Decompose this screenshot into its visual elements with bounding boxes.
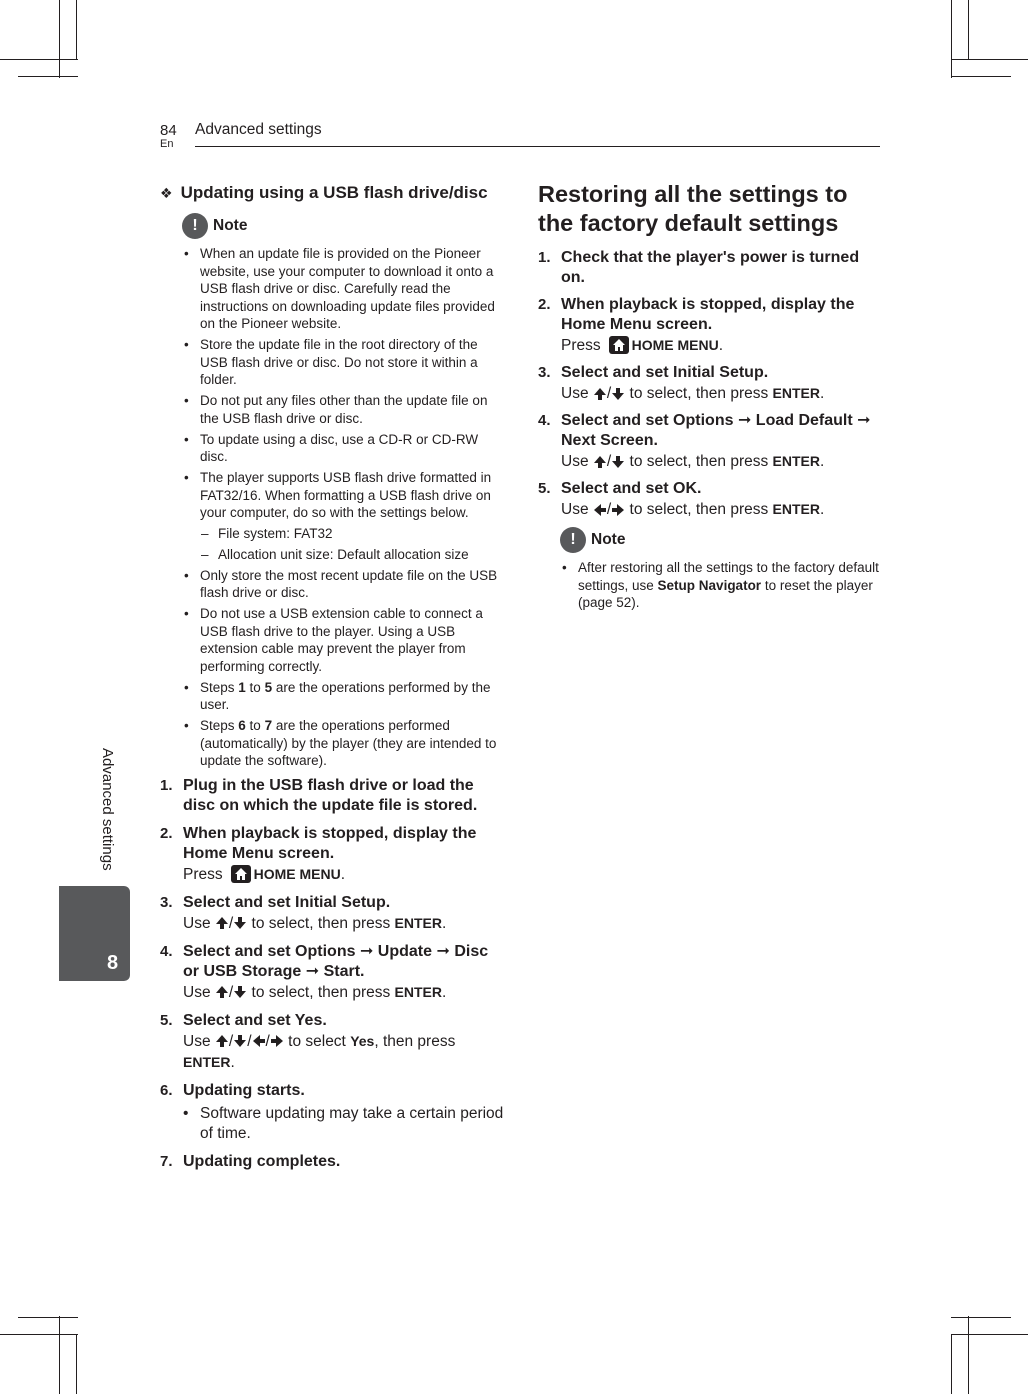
language-code: En <box>160 138 174 150</box>
list-item: • The player supports USB flash drive formatted in FAT32/16. When formatting a USB flash drive on your computer, do so with the settings below. – File system: FAT32 – Allocation unit size: Default allocation size <box>160 469 505 563</box>
crop-mark <box>59 0 60 78</box>
left-column <box>160 183 505 1180</box>
list-item: – File system: FAT32 <box>200 525 505 543</box>
step-1: 1. Check that the player's power is turned on. <box>538 249 860 286</box>
list-item: • Do not put any files other than the update file on the USB flash drive or disc. <box>160 392 505 427</box>
page-number: 84 <box>160 122 177 139</box>
arrow-up-icon <box>593 387 607 401</box>
arrow-down-icon <box>233 985 247 999</box>
note-heading: ! Note <box>560 527 880 553</box>
crop-mark <box>76 1334 77 1394</box>
list-item: • To update using a disc, use a CD-R or CD-RW disc. <box>160 431 505 466</box>
step-4: 4. Select and set Options ➞ Load Default ➞ Next Screen. Use / to select, then press ENTER. <box>538 412 871 470</box>
update-steps <box>160 776 505 1172</box>
list-item: • When an update file is provided on the Pioneer website, use your computer to download it onto a USB flash drive or disc. Carefully read the instructions on downloading update files provided on the Pioneer website. <box>160 245 505 333</box>
step-7: 7. Updating completes. <box>160 1152 341 1170</box>
step-4: 4. Select and set Options ➞ Update ➞ Disc or USB Storage ➞ Start. Use / to select, then press ENTER. <box>160 942 489 1001</box>
format-settings-list <box>200 525 505 564</box>
crop-mark <box>951 76 1011 77</box>
restore-steps <box>538 248 880 520</box>
crop-mark <box>968 1316 969 1394</box>
diamond-icon: ❖ <box>160 184 173 201</box>
page-title: Restoring all the settings to the factory default settings <box>538 181 848 236</box>
arrow-right-icon: ➞ <box>305 962 320 980</box>
crop-mark <box>0 1334 78 1335</box>
step-3: 3. Select and set Initial Setup. Use / to select, then press ENTER. <box>160 893 447 932</box>
list-item: • Software updating may take a certain period of time. <box>183 1104 505 1144</box>
step-2: 2. When playback is stopped, display the Home Menu screen. Press HOME MENU. <box>160 824 477 883</box>
note-list <box>160 245 505 770</box>
exclamation-icon: ! <box>182 213 208 239</box>
crop-mark <box>951 0 952 78</box>
arrow-left-icon <box>252 1034 266 1048</box>
step-5: 5. Select and set Yes. Use / / / to select Yes, then press ENTER. <box>160 1011 456 1071</box>
chapter-tab <box>59 886 130 981</box>
crop-mark <box>968 0 969 60</box>
exclamation-icon: ! <box>560 527 586 553</box>
crop-mark <box>951 1317 1011 1318</box>
note-list <box>538 559 880 612</box>
home-icon <box>231 865 251 883</box>
arrow-down-icon <box>611 387 625 401</box>
arrow-right-icon: ➞ <box>436 942 450 960</box>
step-5: 5. Select and set OK. Use / to select, then press ENTER. <box>538 480 825 518</box>
header-rule <box>195 146 880 147</box>
list-item: • Do not use a USB extension cable to connect a USB flash drive to the player. Using a USB extension cable may prevent the player from performing correctly. <box>160 605 505 675</box>
arrow-up-icon <box>215 1034 229 1048</box>
crop-mark <box>951 1334 952 1394</box>
arrow-right-icon <box>270 1034 284 1048</box>
arrow-right-icon <box>611 503 625 517</box>
arrow-up-icon <box>215 916 229 930</box>
list-item: • Store the update file in the root directory of the USB flash drive or disc. Do not store it within a folder. <box>160 336 505 389</box>
note-heading: ! Note <box>182 213 505 239</box>
crop-mark <box>59 1316 60 1394</box>
crop-mark <box>951 1334 1028 1335</box>
crop-mark <box>76 0 77 60</box>
list-item: • Steps 1 to 5 are the operations performed by the user. <box>160 679 505 714</box>
list-item: • Steps 6 to 7 are the operations performed (automatically) by the player (they are intended to update the software). <box>160 717 505 770</box>
side-section-label: Advanced settings <box>99 748 116 871</box>
arrow-left-icon <box>593 503 607 517</box>
arrow-down-icon <box>611 455 625 469</box>
right-column <box>538 180 880 615</box>
arrow-up-icon <box>215 985 229 999</box>
subheading: ❖ Updating using a USB flash drive/disc <box>160 183 488 202</box>
list-item: • Only store the most recent update file on the USB flash drive or disc. <box>160 567 505 602</box>
section-title: Advanced settings <box>195 121 322 138</box>
chapter-number: 8 <box>107 952 119 974</box>
step-1: 1. Plug in the USB flash drive or load the disc on which the update file is stored. <box>160 776 478 814</box>
arrow-up-icon <box>593 455 607 469</box>
list-item: – Allocation unit size: Default allocation size <box>200 546 505 564</box>
list-item: • After restoring all the settings to the factory default settings, use Setup Navigator to reset the player (page 52). <box>538 559 880 612</box>
step-3: 3. Select and set Initial Setup. Use / to select, then press ENTER. <box>538 364 825 402</box>
crop-mark <box>18 76 78 77</box>
arrow-right-icon: ➞ <box>359 942 374 960</box>
home-icon <box>609 336 629 354</box>
arrow-right-icon: ➞ <box>857 412 871 429</box>
arrow-right-icon: ➞ <box>737 412 752 429</box>
arrow-down-icon <box>233 916 247 930</box>
step-2: 2. When playback is stopped, display the Home Menu screen. Press HOME MENU. <box>538 296 855 354</box>
arrow-down-icon <box>233 1034 247 1048</box>
crop-mark <box>18 1317 78 1318</box>
crop-mark <box>951 59 1028 60</box>
crop-mark <box>0 59 78 60</box>
step-6: 6. Updating starts. • Software updating may take a certain period of time. <box>160 1081 505 1144</box>
